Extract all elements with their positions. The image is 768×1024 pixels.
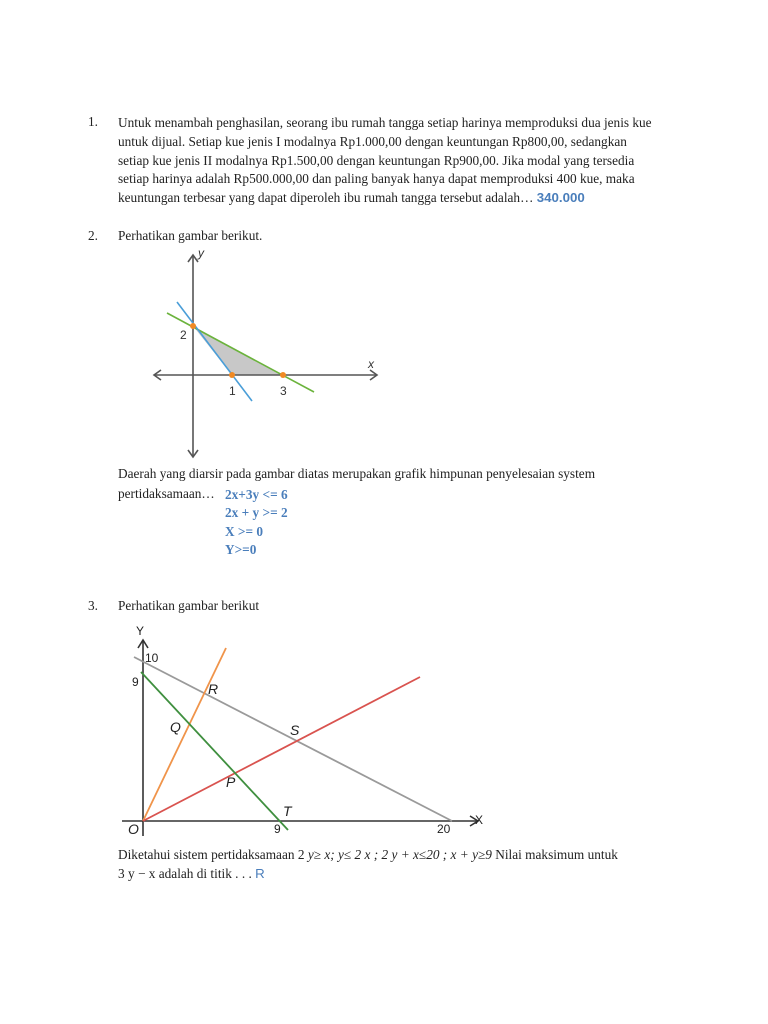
q3-graph [115, 618, 495, 840]
q3-point-Q: Q [170, 719, 181, 735]
q3-point-S: S [290, 722, 300, 738]
q3-prompt: Perhatikan gambar berikut [118, 598, 260, 613]
q2-answer-4: Y>=0 [225, 541, 257, 557]
q3-x-tick-20: 20 [437, 822, 451, 836]
q3-answer: R [255, 866, 265, 881]
q1-line-5-text: keuntungan terbesar yang dapat diperoleh ibu rumah tangga tersebut adalah… [118, 190, 537, 206]
q1-line-4: setiap harinya adalah Rp500.000,00 dan paling banyak hanya dapat memproduksi 400 kue, maka [118, 171, 635, 187]
q2-blue-line [177, 302, 252, 401]
q2-x-label: x [368, 357, 374, 371]
q2-answer-3: X >= 0 [225, 523, 264, 539]
q3-ineq-rest: ; y≤ 2 x ; 2 y + x≤20 ; x + y≥9 [330, 847, 492, 862]
q3-number: 3. [88, 598, 98, 613]
q2-graph [140, 240, 390, 465]
q3-ineq1-var: y [307, 847, 314, 862]
q2-y-label: y [198, 246, 204, 260]
q3-y-tick-9: 9 [132, 675, 139, 689]
q2-number: 2. [88, 228, 98, 243]
q2-answer-1: 2x+3y <= 6 [225, 487, 288, 502]
q3-x-tick-9: 9 [274, 822, 281, 836]
q3-sentence-line-1 [118, 847, 618, 863]
q2-green-line [167, 313, 314, 392]
q3-point-T: T [283, 803, 292, 819]
q2-prompt: Perhatikan gambar berikut. [118, 228, 263, 243]
q1-line-5 [118, 189, 652, 208]
q3-line2-text: 3 y − x adalah di titik . . . [118, 866, 256, 881]
q3-y-tick-10: 10 [145, 651, 159, 665]
q3-sentence-pre: Diketahui sistem pertidaksamaan 2 [118, 847, 305, 862]
q2-label-2: 2 [180, 328, 187, 342]
q3-orange-line [143, 648, 226, 821]
q2-answers [225, 486, 288, 559]
q2-point-2 [190, 323, 196, 329]
q2-point-3 [280, 372, 286, 378]
q3-origin-label: O [128, 821, 139, 837]
q2-text-line-2: pertidaksamaan… [118, 486, 215, 501]
q2-label-3: 3 [280, 384, 287, 398]
q3-point-R: R [208, 681, 219, 697]
q1-line-2: untuk dijual. Setiap kue jenis I modalnya Rp1.000,00 dengan keuntungan Rp800,00, sedangkan [118, 133, 627, 149]
q3-red-line [143, 677, 420, 821]
q1-line-3: setiap kue jenis II modalnya Rp1.500,00 dengan keuntungan Rp900,00. Jika modal yang tersedia [118, 152, 635, 168]
q1-text [118, 114, 652, 208]
q3-x-label: X [475, 813, 484, 827]
q1-answer: 340.000 [536, 190, 585, 206]
q2-text-line-1: Daerah yang diarsir pada gambar diatas merupakan grafik himpunan penyelesaian system [118, 466, 596, 481]
q2-answer-2: 2x + y >= 2 [225, 505, 288, 521]
q3-sentence-post: Nilai maksimum untuk [491, 847, 618, 862]
q3-ineq1-sign: ≥ [313, 847, 322, 862]
q3-y-label: Y [136, 624, 145, 638]
q3-ineq1-rhs: x [324, 847, 331, 862]
q3-point-P: P [226, 774, 236, 790]
q3-sentence-line-2 [118, 866, 265, 882]
q2-label-1: 1 [229, 384, 236, 398]
q1-line-1: Untuk menambah penghasilan, seorang ibu rumah tangga setiap harinya memproduksi dua jenis kue [118, 115, 652, 130]
q2-point-1 [229, 372, 235, 378]
q1-number: 1. [88, 114, 98, 129]
